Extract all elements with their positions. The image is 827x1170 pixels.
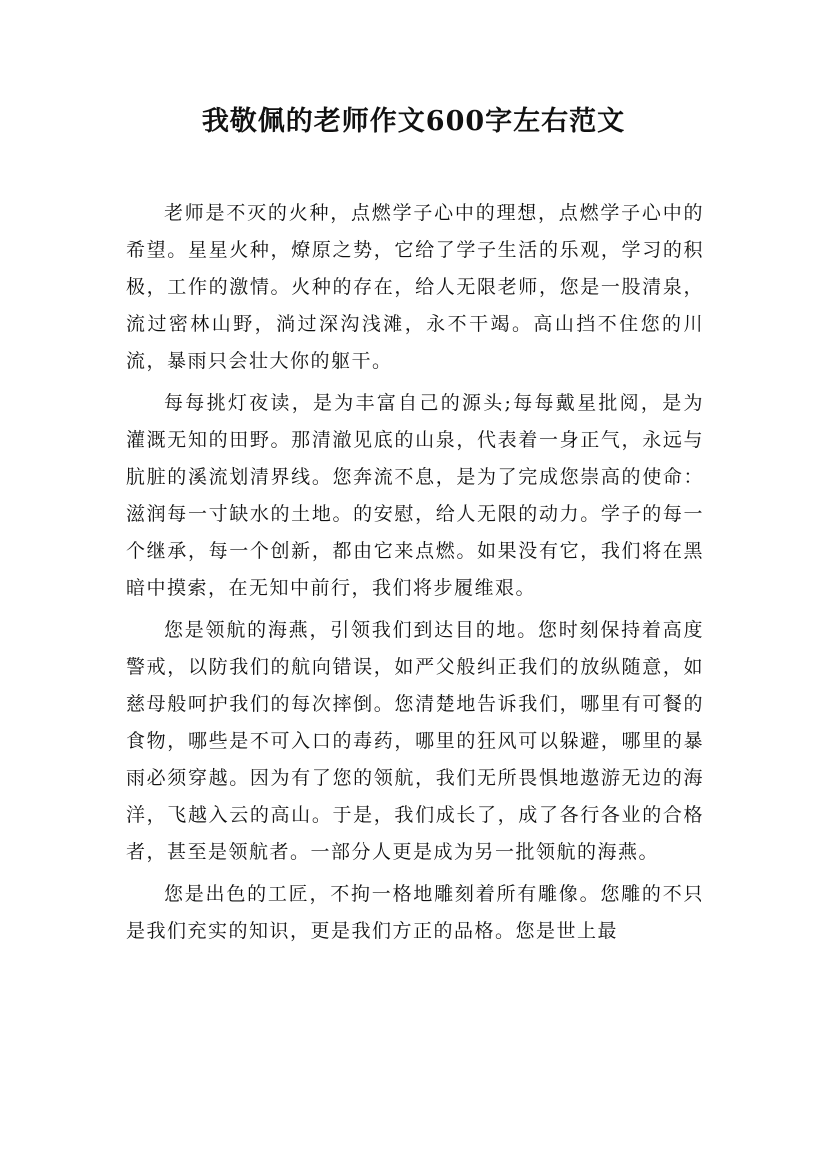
paragraph: 每每挑灯夜读，是为丰富自己的源头;每每戴星批阅，是为灌溉无知的田野。那清澈见底的山泉，代表着一身正气，永远与肮脏的溪流划清界线。您奔流不息，是为了完成您崇高的使命：滋润每一寸缺水的土地。的安慰，给人无限的动力。学子的每一个继承，每一个创新，都由它来点燃。如果没有它，我们将在黑暗中摸索，在无知中前行，我们将步履维艰。 [126, 392, 704, 599]
paragraph: 老师是不灭的火种，点燃学子心中的理想，点燃学子心中的希望。星星火种，燎原之势，它给了学子生活的乐观，学习的积极，工作的激情。火种的存在，给人无限老师，您是一股清泉，流过密林山野，淌过深沟浅滩，永不干竭。高山挡不住您的川流，暴雨只会壮大你的躯干。 [126, 202, 704, 372]
paragraph: 您是领航的海燕，引领我们到达目的地。您时刻保持着高度警戒，以防我们的航向错误，如严父般纠正我们的放纵随意，如慈母般呵护我们的每次摔倒。您清楚地告诉我们，哪里有可餐的食物，哪些是不可入口的毒药，哪里的狂风可以躲避，哪里的暴雨必须穿越。因为有了您的领航，我们无所畏惧地遨游无边的海洋，飞越入云的高山。于是，我们成长了，成了各行各业的合格者，甚至是领航者。一部分人更是成为另一批领航的海燕。 [126, 619, 704, 863]
document-body [126, 195, 704, 950]
document-title: 我敬佩的老师作文600字左右范文 [201, 106, 626, 137]
paragraph: 您是出色的工匠，不拘一格地雕刻着所有雕像。您雕的不只是我们充实的知识，更是我们方正的品格。您是世上最 [126, 883, 704, 942]
